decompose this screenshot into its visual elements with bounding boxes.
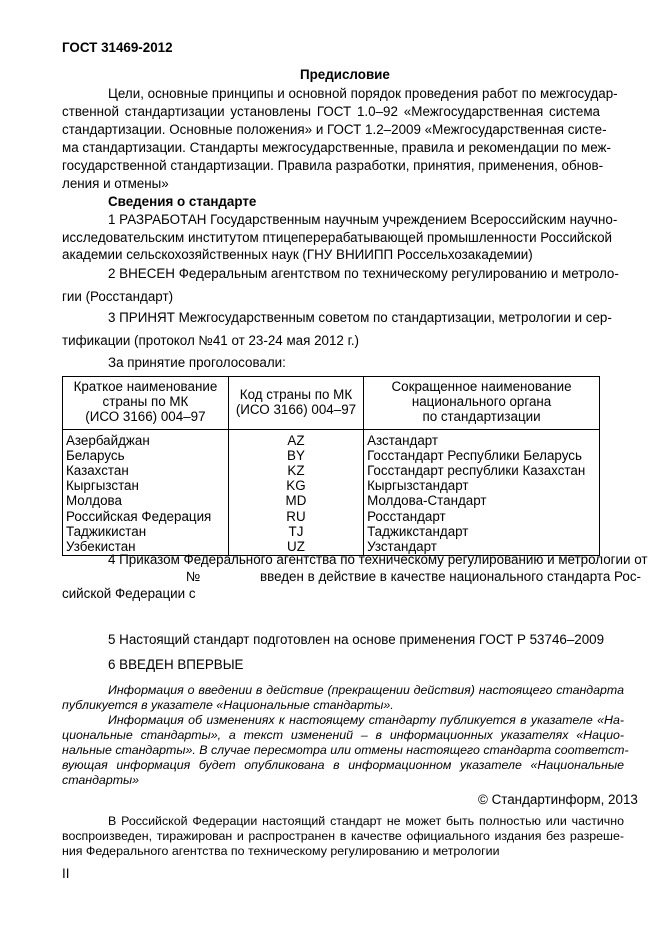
notice-line: циональные стандарты», а текст изменений – в информационных указателях «Нацио- <box>62 728 624 742</box>
foreword-line: ственной стандартизации установлены ГОСТ 1.0–92 «Межгосударственная система <box>62 104 600 119</box>
item4-line: введен в действие в качестве национального стандарта Рос- <box>260 569 641 584</box>
foreword-title: Предисловие <box>300 67 390 82</box>
header-line: Код страны по МК <box>239 386 353 402</box>
header-country-code <box>228 377 363 430</box>
reproduction-line: В Российской Федерации настоящий стандарт не может быть полностью или частично <box>108 814 624 828</box>
national-body: Узстандарт <box>364 539 600 556</box>
country-name: Беларусь <box>63 448 229 463</box>
country-code: AZ <box>228 429 363 448</box>
foreword-line: ления и отмены» <box>62 176 169 191</box>
notice-line: вующая информация будет опубликована в информационном указателе «Национальные <box>62 758 624 772</box>
reproduction-line: ния Федерального агентства по техническому регулированию и метрологии <box>62 844 500 858</box>
country-name: Казахстан <box>63 463 229 478</box>
header-country-name <box>63 377 229 430</box>
country-name: Молдова <box>63 493 229 508</box>
country-code: KZ <box>228 463 363 478</box>
country-code: KG <box>228 478 363 493</box>
header-national-body <box>364 377 600 430</box>
info-line: гии (Росстандарт) <box>62 289 174 304</box>
notice-line: нальные стандарты». В случае пересмотра или отмены настоящего стандарта соответст- <box>62 743 629 757</box>
copyright: © Стандартинформ, 2013 <box>478 792 638 807</box>
item-6: 6 ВВЕДЕН ВПЕРВЫЕ <box>108 657 244 672</box>
info-line: академии сельскохозяйственных наук (ГНУ ВНИИПП Россельхозакадемии) <box>62 247 533 262</box>
table-row <box>63 493 600 508</box>
country-code: UZ <box>228 539 363 556</box>
item-5: 5 Настоящий стандарт подготовлен на основе применения ГОСТ Р 53746–2009 <box>108 632 605 647</box>
country-name: Азербайджан <box>63 429 229 448</box>
foreword-line: стандартизации. Основные положения» и ГОСТ 1.2–2009 «Межгосударственная систе- <box>62 122 607 137</box>
reproduction-line: воспроизведен, тиражирован и распространен в качестве официального издания без разреше- <box>62 829 624 843</box>
document-code: ГОСТ 31469-2012 <box>62 40 173 55</box>
voted-label: За принятие проголосовали: <box>108 355 286 370</box>
national-body: Таджикстандарт <box>364 524 600 539</box>
table-row <box>63 478 600 493</box>
country-code: RU <box>228 509 363 524</box>
info-title: Сведения о стандарте <box>108 194 257 209</box>
table-header-row <box>63 377 600 430</box>
info-line: 2 ВНЕСЕН Федеральным агентством по техническому регулированию и метроло- <box>108 266 619 281</box>
national-body: Росстандарт <box>364 509 600 524</box>
foreword-line: государственной стандартизации. Правила разработки, принятия, применения, обнов- <box>62 158 604 173</box>
header-line: страны по МК <box>102 394 189 410</box>
page-number: II <box>62 866 70 881</box>
national-body: Молдова-Стандарт <box>364 493 600 508</box>
header-line: Сокращенное наименование <box>391 379 572 394</box>
info-line: 3 ПРИНЯТ Межгосударственным советом по стандартизации, метрологии и сер- <box>108 310 612 325</box>
country-name: Узбекистан <box>63 539 229 556</box>
notice-line: публикуется в указателе «Национальные стандарты». <box>62 698 394 712</box>
notice-line: Информация об изменениях к настоящему стандарту публикуется в указателе «На- <box>108 713 624 727</box>
member-states-table <box>62 376 600 556</box>
national-body: Кыргызстандарт <box>364 478 600 493</box>
header-line: (ИСО 3166) 004–97 <box>85 409 206 425</box>
country-name: Российская Федерация <box>63 509 229 524</box>
item4-line: сийской Федерации с <box>62 586 196 601</box>
country-code: MD <box>228 493 363 508</box>
notice-line: стандарты» <box>62 773 140 787</box>
table-row <box>63 524 600 539</box>
foreword-line: Цели, основные принципы и основной порядок проведения работ по межгосудар- <box>108 86 618 101</box>
notice-line: Информация о введении в действие (прекращении действия) настоящего стандарта <box>108 683 624 697</box>
info-line: исследовательским институтом птицеперерабатывающей промышленности Российской <box>62 230 613 245</box>
national-body: Госстандарт республики Казахстан <box>364 463 600 478</box>
header-line: национального органа <box>411 394 552 410</box>
foreword-line: ма стандартизации. Стандарты межгосударственные, правила и рекомендации по меж- <box>62 140 611 155</box>
header-line: Краткое наименование <box>73 379 218 394</box>
national-body: Азстандарт <box>364 429 600 448</box>
country-code: TJ <box>228 524 363 539</box>
country-name: Таджикистан <box>63 524 229 539</box>
country-code: BY <box>228 448 363 463</box>
table-row <box>63 509 600 524</box>
national-body: Госстандарт Республики Беларусь <box>364 448 600 463</box>
country-name: Кыргызстан <box>63 478 229 493</box>
table-row <box>63 463 600 478</box>
table-row <box>63 429 600 448</box>
item4-number-sign: № <box>186 569 201 584</box>
info-line: тификации (протокол №41 от 23-24 мая 2012 г.) <box>62 333 360 348</box>
header-line: (ИСО 3166) 004–97 <box>235 401 357 417</box>
item4-line: 4 Приказом Федерального агентства по техническому регулированию и метрологии от <box>108 552 648 567</box>
table-row <box>63 448 600 463</box>
info-line: 1 РАЗРАБОТАН Государственным научным учреждением Всероссийским научно- <box>108 212 618 227</box>
header-line: по стандартизации <box>422 409 541 425</box>
